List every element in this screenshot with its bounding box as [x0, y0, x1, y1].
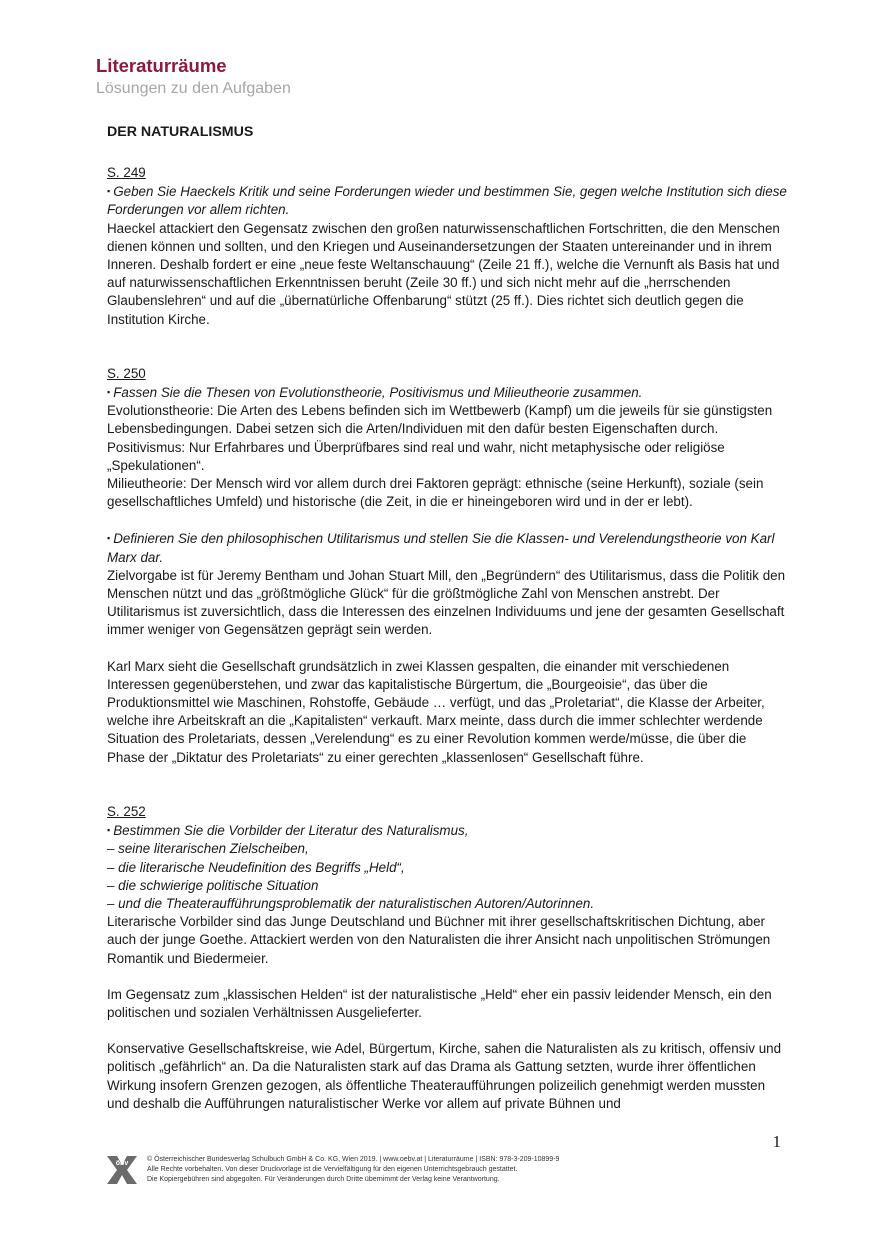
task-text: Definieren Sie den philosophischen Utilitarismus und stellen Sie die Klassen- und Verelendungstheorie von Karl Marx dar. — [107, 531, 775, 565]
section-s250 — [107, 365, 787, 767]
legal-line: Die Kopiergebühren sind abgegolten. Für Veränderungen durch Dritte übernimmt der Verlag keine Verantwortung. — [147, 1176, 500, 1183]
legal-line: © Österreichischer Bundesverlag Schulbuch GmbH & Co. KG, Wien 2019. | www.oebv.at | Literaturräume | ISBN: 978-3-209-10899-9 — [147, 1156, 560, 1163]
task — [107, 821, 787, 840]
legal-line: Alle Rechte vorbehalten. Von dieser Druckvorlage ist die Vervielfältigung für den eigenen Unterrichtsgebrauch gestattet. — [147, 1166, 518, 1173]
section-s249 — [107, 164, 787, 329]
document-title: DER NATURALISMUS — [107, 124, 254, 140]
oebv-logo-icon — [104, 1152, 140, 1188]
answer-utilitarianism: Zielvorgabe ist für Jeremy Bentham und Johan Stuart Mill, den „Begründern“ des Utilitarismus, dass die Politik den Menschen nützt und das „größtmögliche Glück“ für die größtmögliche Zahl von Menschen anstrebt. Der Utilitarismus ist zuversichtlich, dass die Interessen des einzelnen Individuums und jene der gesamten Gesellschaft immer weniger von Gegensätzen geprägt sein werden. — [107, 567, 786, 638]
task — [107, 182, 787, 219]
answer-paragraph: Literarische Vorbilder sind das Junge Deutschland und Büchner mit ihrer gesellschaftskritischen Dichtung, aber auch der junge Goethe. Attackiert werden von den Naturalisten die ihrer Ansicht nach unpolitischen Strömungen Romantik und Biedermeier. — [107, 914, 771, 966]
bullet-icon: ▪ — [107, 186, 111, 197]
task-text: Fassen Sie die Thesen von Evolutionstheorie, Positivismus und Milieutheorie zusammen. — [113, 385, 643, 401]
answer-evolution: Evolutionstheorie: Die Arten des Lebens befinden sich im Wettbewerb (Kampf) um die jeweils für sie günstigsten Lebensbedingungen. Dabei setzen sich die Arten/Individuen mit den dafür besten Eigenschaften durch. — [107, 403, 773, 437]
task-line: – die schwierige politische Situation — [107, 877, 319, 893]
task-line: – seine literarischen Zielscheiben, — [107, 841, 309, 857]
answer-positivism: Positivismus: Nur Erfahrbares und Überprüfbares sind real und wahr, nicht metaphysische oder religiöse „Spekulationen“. — [107, 439, 725, 473]
task-line: – die literarische Neudefinition des Begriffs „Held“, — [107, 859, 405, 875]
bullet-icon: ▪ — [107, 825, 111, 836]
task — [107, 529, 787, 566]
section-s252 — [107, 803, 787, 1113]
answer-marx: Karl Marx sieht die Gesellschaft grundsätzlich in zwei Klassen gespalten, die einander mit verschiedenen Interessen gegenüberstehen, und zwar das kapitalistische Bürgertum, die „Bourgeoisie“, das über die Produktionsmittel wie Maschinen, Rohstoffe, Gebäude … verfügt, und das „Proletariat“, die Klasse der Arbeiter, welche ihre Arbeitskraft an die „Kapitalisten“ verkauft. Marx meinte, dass durch die immer schlechter werdende Situation des Proletariats, dessen „Verelendung“ es zu einer Revolution kommen werde/müsse, die über die Phase der „Diktatur des Proletariats“ zu einer gerechten „klassenlosen“ Gesellschaft führe. — [107, 658, 765, 765]
page-reference: S. 250 — [107, 365, 146, 381]
bullet-icon: ▪ — [107, 533, 111, 544]
task — [107, 383, 787, 402]
copyright-notice — [147, 1155, 559, 1185]
answer-paragraph: Haeckel attackiert den Gegensatz zwischen den großen naturwissenschaftlichen Fortschritten, die den Menschen dienen können und sollten, und den Kriegen und Auseinandersetzungen der Staaten untereinander und in ihrem Inneren. Deshalb fordert er eine „neue feste Weltanschauung“ (Zeile 21 ff.), welche die Vernunft als Basis hat und auf naturwissenschaftlichen Erkenntnissen beruht (Zeile 30 ff.) und sich nicht mehr auf die „herrschenden Glaubenslehren“ und auf die „übernatürliche Offenbarung“ stützt (25 ff.). Dies richtet sich deutlich gegen die Institution Kirche. — [107, 220, 780, 327]
document-body — [107, 122, 787, 1113]
task-text: Geben Sie Haeckels Kritik und seine Forderungen wieder und bestimmen Sie, gegen welche Institution sich diese Forderungen vor allem richten. — [107, 184, 787, 218]
page-number: 1 — [772, 1132, 781, 1151]
answer-milieu: Milieutheorie: Der Mensch wird vor allem durch drei Faktoren geprägt: ethnische (seine Herkunft), soziale (sein gesellschaftliches Umfeld) und historische (die Zeit, in die er hineingeboren wird und in der er lebt). — [107, 476, 764, 510]
brand-header — [96, 55, 291, 100]
bullet-icon: ▪ — [107, 387, 111, 398]
task-line: – und die Theateraufführungsproblematik der naturalistischen Autoren/Autorinnen. — [107, 895, 595, 911]
logo-text: öbv — [115, 1160, 129, 1167]
brand-title: Literaturräume — [96, 55, 227, 76]
brand-subtitle: Lösungen zu den Aufgaben — [96, 80, 291, 97]
task-text: Bestimmen Sie die Vorbilder der Literatur des Naturalismus, — [113, 823, 469, 839]
answer-paragraph: Konservative Gesellschaftskreise, wie Adel, Bürgertum, Kirche, sahen die Naturalisten als zu kritisch, offensiv und politisch „gefährlich“ an. Da die Naturalisten stark auf das Drama als Gattung setzten, wurde ihrer öffentlichen Wirkung insofern Grenzen gezogen, als öffentliche Theateraufführungen polizeilich genehmigt werden mussten und deshalb die Aufführungen naturalistischer Werke vor allem auf private Bühnen und — [107, 1041, 782, 1111]
answer-paragraph: Im Gegensatz zum „klassischen Helden“ ist der naturalistische „Held“ eher ein passiv leidender Mensch, ein den politischen und sozialen Verhältnissen Ausgelieferter. — [107, 986, 772, 1020]
page-reference: S. 252 — [107, 803, 146, 819]
page-reference: S. 249 — [107, 165, 146, 180]
